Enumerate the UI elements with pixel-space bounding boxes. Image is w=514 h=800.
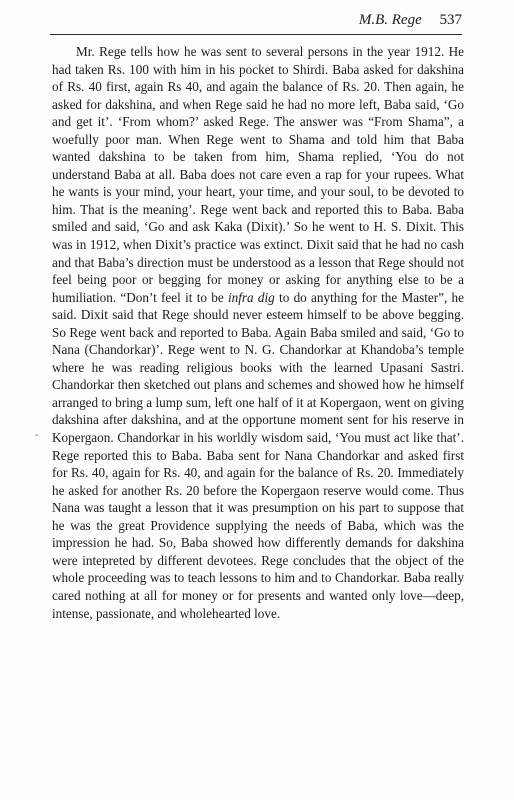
running-head-title: M.B. Rege <box>358 12 422 28</box>
paragraph-text-part-1: Mr. Rege tells how he was sent to several persons in the year 1912. He had taken Rs. 100 with him in his pocket to Shirdi. Baba asked for dakshina of Rs. 40 first, again Rs 40, and again the balance of Rs. 20. Then again, he asked for dakshina, and when Rege said he had no more left, Baba said, ‘Go and get it’. ‘From whom?’ asked Rege. The answer was “From Shama”, a woefully poor man. When Rege went to Shama and told him that Baba wanted dakshina to be taken from him, Shama replied, ‘You do not understand Baba at all. Baba does not care even a rap for your rupees. What he wants is your mind, your heart, your time, and your soul, to be devoted to him. That is the meaning’. Rege went back and reported this to Baba. Baba smiled and said, ‘Go and ask Kaka (Dixit).’ So he went to H. S. Dixit. This was in 1912, when Dixit’s practice was extinct. Dixit said that he had no cash and that Baba’s direction must be understood as a lesson that Rege should not feel being poor or begging for money or asking for anything else to be a humiliation. “Don’t feel it to be <box>52 44 464 305</box>
header-rule <box>50 34 462 35</box>
body-paragraph <box>52 43 464 622</box>
italic-phrase: infra dig <box>227 289 275 305</box>
running-head <box>359 12 462 29</box>
paragraph-text-part-2: to do anything for the Master”, he said. Dixit said that Rege should never esteem himself to be above begging. So Rege went back and reported to Baba. Again Baba smiled and said, ‘Go to Nana (Chandorkar)’. Rege went to N. G. Chandorkar at Khandoba’s temple where he was reading religious books with the learned Upasani Sastri. Chandorkar then sketched out plans and schemes and showed how he himself arranged to bring a lump sum, left one half of it at Kopergaon, went on giving dakshina after dakshina, and at the opportune moment sent for his reserve in Kopergaon. Chandorkar in his worldly wisdom said, ‘You must act like that’. Rege reported this to Baba. Baba sent for Nana Chandorkar and asked first for Rs. 40, again for Rs. 40, and again for the balance of Rs. 20. Immediately he asked for another Rs. 20 before the Kopergaon reserve would come. Thus Nana was taught a lesson that it was presumption on his part to suppose that he was the great Providence supplying the needs of Baba, which was the impression he had. So, Baba showed how differently demands for dakshina were intepreted by different devotees. Rege concludes that the object of the whole proceeding was to teach lessons to him and to Chandorkar. Baba really cared nothing at all for money or for presents and wanted only love—deep, intense, passionate, and wholehearted love. <box>52 289 465 621</box>
margin-mark: - <box>35 430 39 441</box>
page-number: 537 <box>439 12 462 28</box>
